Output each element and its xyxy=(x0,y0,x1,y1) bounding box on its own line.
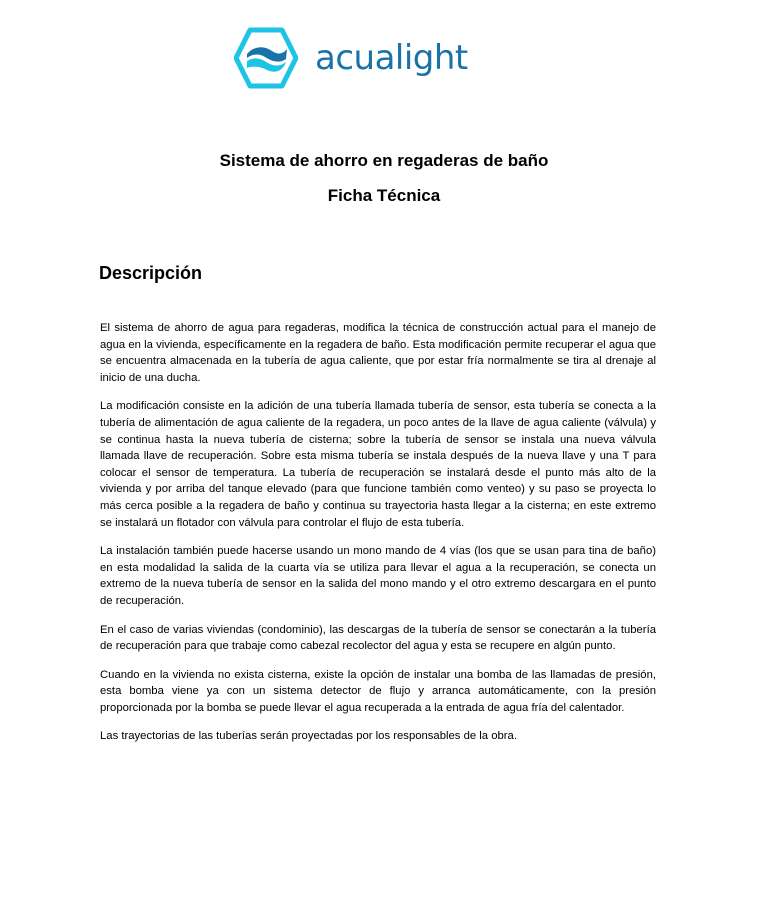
brand-logo xyxy=(234,27,468,89)
paragraph: La instalación también puede hacerse usando un mono mando de 4 vías (los que se usan para tina de baño) en esta modalidad la salida de la cuarta vía se utiliza para llevar el agua a la recuperación, se conecta un extremo de la nueva tubería de sensor en la salida del mono mando y el otro extremo descargara en el punto de recuperación. xyxy=(100,545,656,607)
water-hexagon-icon xyxy=(234,27,298,89)
section-heading: Descripción xyxy=(99,263,203,283)
paragraph: En el caso de varias viviendas (condominio), las descargas de la tubería de sensor se conectarán a la tubería de recuperación para que trabaje como cabezal recolector del agua y esta se recupere en algún punto. xyxy=(100,623,656,653)
paragraph: Las trayectorias de las tuberías serán proyectadas por los responsables de la obra. xyxy=(100,730,517,743)
document-subtitle: Ficha Técnica xyxy=(327,186,441,205)
paragraph: Cuando en la vivienda no exista cisterna, existe la opción de instalar una bomba de las llamadas de presión, esta bomba viene ya con un sistema detector de flujo y arranca automáticamente, con la presión proporcionada por la bomba se puede llevar el agua recuperada a la entrada de agua fría del calentador. xyxy=(100,668,656,714)
document-title: Sistema de ahorro en regaderas de baño xyxy=(219,151,549,170)
hexagon-outline xyxy=(236,30,296,86)
paragraph: El sistema de ahorro de agua para regaderas, modifica la técnica de construcción actual para el manejo de agua en la vivienda, específicamente en la regadera de baño. Esta modificación permite recuperar el agua que se encuentra almacenada en la tubería de agua caliente, que por estar fría normalmente se tira al drenaje al inicio de una ducha. xyxy=(100,322,656,384)
brand-name: acualight xyxy=(315,38,468,78)
description-body xyxy=(100,320,656,757)
paragraph: La modificación consiste en la adición de una tubería llamada tubería de sensor, esta tubería se conecta a la tubería de alimentación de agua caliente de la regadera, un poco antes de la llave de agua caliente (válvula) y se continua hasta la nueva tubería de cisterna; sobre la tubería de sensor se instala una nueva válvula llamada llave de recuperación. Sobre esta misma tubería se instala después de la nueva llave y una T para colocar el sensor de temperatura. La tubería de recuperación se instalará desde el punto más alto de la vivienda y por arriba del tanque elevado (para que funcione también como venteo) y su paso se proyecta lo más cerca posible a la regadera de baño y continua su trayectoria hasta llegar a la cisterna; en este extremo se instalará un flotador con válvula para controlar el flujo de esta tubería. xyxy=(100,400,656,529)
